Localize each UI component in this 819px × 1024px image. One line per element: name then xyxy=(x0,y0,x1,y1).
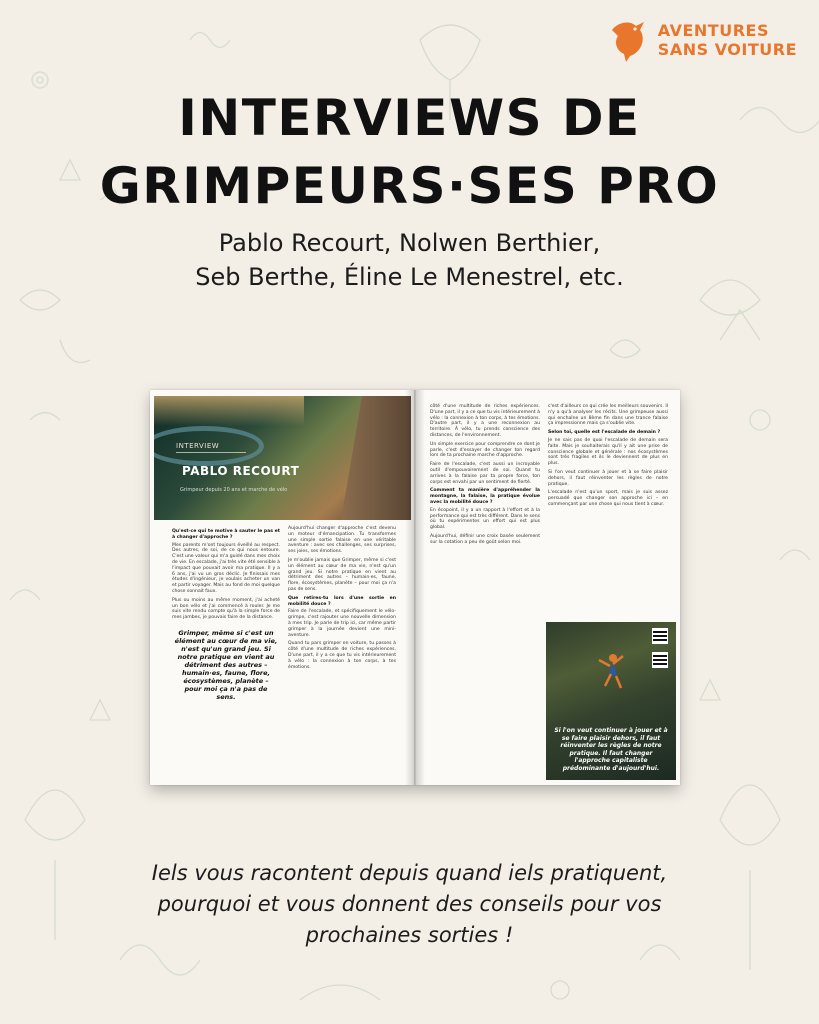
qr-code xyxy=(652,628,668,644)
subtitle-line1: Pablo Recourt, Nolwen Berthier, xyxy=(218,229,601,257)
photo-quote: Si l'on veut continuer à jouer et à se faire plaisir dehors, il faut réinventer les règles de notre pratique. Il faut changer l'approche capitaliste prédominante d'aujourd'hui. xyxy=(554,727,668,772)
right-column-1 xyxy=(430,404,540,549)
magazine-left-page xyxy=(150,390,415,785)
hero-subtitle: Grimpeur depuis 20 ans et marche de vélo xyxy=(180,487,288,493)
hero-name: PABLO RECOURT xyxy=(182,464,300,478)
brand-logo xyxy=(608,16,797,64)
paragraph: Quand tu pars grimper en voiture, tu passes à côté d'une multitude de riches expériences. D'une part, il y a ce que tu vis intérieurement à vélo : la connexion à ton corps, à tes émotions. xyxy=(288,641,396,670)
hero-divider xyxy=(176,452,246,453)
title-line2: GRIMPEURS·SES PRO xyxy=(99,157,720,215)
magazine-right-page xyxy=(415,390,680,785)
hero-label: INTERVIEW xyxy=(176,442,220,450)
question-3: Comment ta manière d'appréhender la montagne, la falaise, la pratique évolue avec la mobilité douce ? xyxy=(430,488,540,505)
paragraph: Si l'on veut continuer à jouer et à se faire plaisir dehors, il faut réinventer les règles de notre pratique. xyxy=(548,469,668,487)
paragraph: Je ne sais pas de quoi l'escalade de demain sera faite. Mais je souhaiterais qu'il y ait une prise de conscience globale et générale : nos écosystèmes sont très fragiles et ils le deviennent de plus en plus. xyxy=(548,437,668,467)
left-column-1 xyxy=(172,526,280,709)
brand-name xyxy=(658,21,797,59)
brand-line2: SANS VOITURE xyxy=(657,40,797,59)
hero-sky xyxy=(154,396,304,426)
page-subtitle xyxy=(0,226,819,294)
question-4: Selon toi, quelle est l'escalade de demain ? xyxy=(548,430,661,436)
paragraph: L'escalade n'est qu'un sport, mais je suis assez persuadé que changer son approche ici – en commençant par une chose qui nous tient à cœur. xyxy=(548,490,668,507)
magazine-spine xyxy=(405,390,425,785)
paragraph: Aujourd'hui changer d'approche c'est devenu un moteur d'émancipation. Tu transformes une simple sortie falaise en une véritable aventure : avec ses challenges, ses surprises, ses joies, ses émotions. xyxy=(288,526,396,555)
paragraph: Je m'oublie jamais que Grimper, même si c'est un élément au cœur de ma vie, n'est qu'un grand jeu. Si notre pratique en vient au détriment des autres – humain·es, faune, flore, écosystèmes, planète – pour moi ça n'a pas de sens. xyxy=(288,557,396,592)
paragraph: côté d'une multitude de riches expériences. D'une part, il y a ce que tu vis intérieurement à vélo : la connexion à ton corps, à tes émotions. D'autre part, il y a une reconnexion au territoire. À vélo, tu prends conscience des distances, de l'environnement. xyxy=(430,404,540,438)
page-title xyxy=(0,84,819,220)
paragraph: Mes parents m'ont toujours éveillé au respect. Des autres, de soi, de ce qui nous entoure. C'est une valeur qui m'a guidé dans mes choix de vie. En escalade, j'ai très vite été sensible à l'impact que pouvait avoir ma pratique. Il y a 6 ans, j'ai vu un gros déclic. Je finissais mes études d'ingénieur, je voulais acheter un van et partir voyager. Mais au fond de moi quelque chose sonnait faux. xyxy=(172,542,280,594)
subtitle-line2: Seb Berthe, Éline Le Menestrel, etc. xyxy=(195,263,624,291)
paragraph: Faire de l'escalade, c'est aussi un incroyable outil d'empouvoirement de soi. Quand tu arrives à la falaise par ta propre force, ton corps est envahi par un sentiment de fierté. xyxy=(430,462,540,485)
left-column-2 xyxy=(288,526,396,673)
magazine-spread xyxy=(150,390,680,785)
title-line1: INTERVIEWS DE xyxy=(178,89,641,147)
paragraph: Aujourd'hui, définir une croix basée seulement sur la cotation a peu de goût selon moi. xyxy=(430,533,540,545)
pull-quote: Grimper, même si c'est un élément au cœur de ma vie, n'est qu'un grand jeu. Si notre pratique en vient au détriment des autres – humain·es, faune, flore, écosystèmes, planète – pour moi ça n'a pas de sens. xyxy=(174,628,278,701)
right-column-2 xyxy=(548,404,668,511)
question-1: Qu'est-ce qui te motive à sauter le pas et à changer d'approche ? xyxy=(172,529,280,540)
paragraph: Un simple exercice pour comprendre ce dont je parle, c'est d'essayer de changer ton regard lors de ta prochaine marche d'approche. xyxy=(430,441,540,459)
hero-rock xyxy=(341,396,411,520)
paragraph: En écopoint, il y a un rapport à l'effort et à la performance qui est très différent. Dans le sens où tu expérimentes un effort qui est plus global. xyxy=(430,507,540,531)
paragraph: c'est d'ailleurs ce qui crée les meilleurs souvenirs. Il n'y a qu'à analyser les récits. Une grimpeuse aussi qui enchaîne un 8ème fin dans une trance falaise ça impressionne mais ça s'oublie vite. xyxy=(548,404,668,427)
climber-photo xyxy=(546,622,676,780)
hero-photo xyxy=(154,396,411,520)
climber-figure xyxy=(591,650,631,690)
paragraph: Faire de l'escalade, et spécifiquement le vélo-grimpe, c'est rajouter une nouvelle dimension à mes trip. Je parle de trip ici, car même partir grimper à la journée devient une mini-aventure. xyxy=(288,609,396,638)
qr-code xyxy=(652,652,668,668)
paragraph: Plus ou moins au même moment, j'ai acheté un bon vélo et j'ai commencé à rouler. Je me suis vite rendu compte qu'à la simple force de mes jambes, je pouvais faire de la distance. xyxy=(172,597,280,621)
question-2: Que retires-tu lors d'une sortie en mobilité douce ? xyxy=(288,595,396,607)
footer-line3: prochaines sorties ! xyxy=(305,923,514,947)
bird-icon xyxy=(608,16,650,64)
footer-line2: pourquoi et vous donnent des conseils pour vos xyxy=(157,892,662,916)
brand-line1: AVENTURES xyxy=(657,21,769,40)
footer-line1: Iels vous racontent depuis quand iels pratiquent, xyxy=(151,861,668,885)
footer-caption xyxy=(60,858,759,951)
